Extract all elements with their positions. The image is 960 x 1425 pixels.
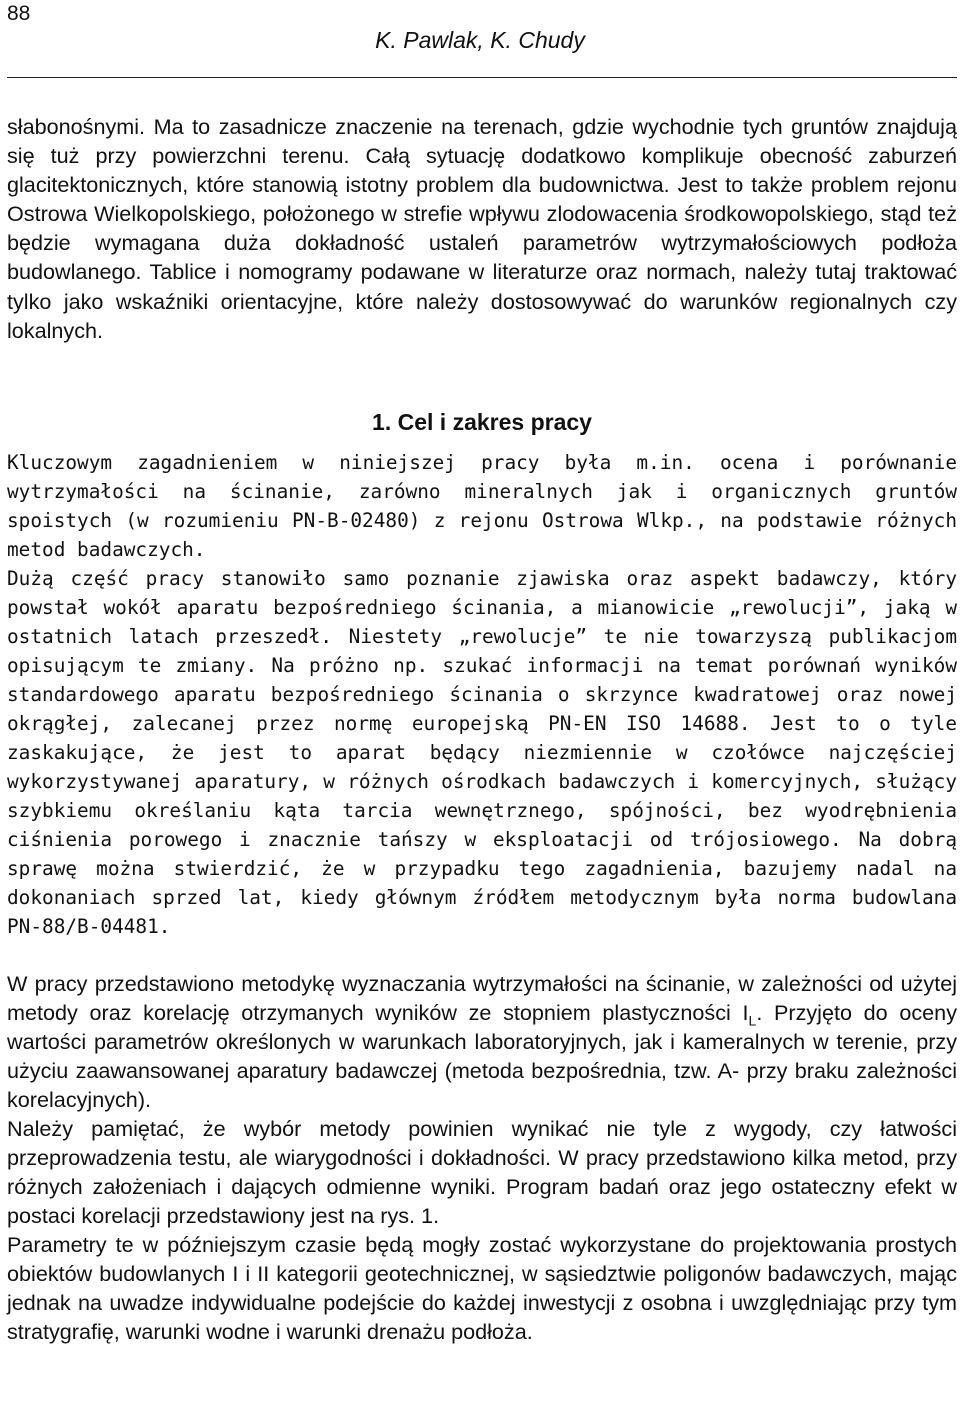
intro-paragraph: słabonośnymi. Ma to zasadnicze znaczenie na terenach, gdzie wychodnie tych gruntów znajdują się tuż przy powierzchni terenu. Całą sytuację dodatkowo komplikuje obecność zaburzeń glacitektonicznych, które stanowią istotny problem dla budownictwa. Jest to także problem rejonu Ostrowa Wielkopolskiego, położonego w strefie wpływu zlodowacenia środkowopolskiego, stąd też będzie wymagana duża dokładność ustaleń parametrów wytrzymałościowych podłoża budowlanego. Tablice i nomogramy podawane w literaturze oraz normach, należy tutaj traktować tylko jako wskaźniki orientacyjne, które należy dostosowywać do warunków regionalnych czy lokalnych. xyxy=(7,114,957,343)
paragraph-aim: Kluczowym zagadnieniem w niniejszej pracy była m.in. ocena i porównanie wytrzymałości na ścinanie, zarówno mineralnych jak i organicznych gruntów spoistych (w rozumieniu PN-B-02480) z rejonu Ostrowa Wlkp., na podstawie różnych metod badawczych. xyxy=(7,450,957,561)
page-body xyxy=(7,112,957,1346)
methodology-text: W pracy przedstawiono metodykę wyznaczania wytrzymałości na ścinanie, w zależności od użytej metody oraz korelację otrzymanych wyników ze stopniem plastyczności I xyxy=(7,970,957,1025)
subscript-l: L xyxy=(748,1012,757,1029)
paragraph-research: Dużą część pracy stanowiło samo poznanie zjawiska oraz aspekt badawczy, który powstał wokół aparatu bezpośredniego ścinania, a mianowicie „rewolucji”, jaką w ostatnich latach przeszedł. Niestety „rewolucje” te nie towarzyszą publikacjom opisującym te zmiany. Na próżno np. szukać informacji na temat porównań wyników standardowego aparatu bezpośredniego ścinania o skrzynce kwadratowej oraz nowej okrągłej, zalecanej przez normę europejską PN-EN ISO 14688. Jest to o tyle zaskakujące, że jest to aparat będący niezmiennie w czołówce najczęściej wykorzystywanej aparatury, w różnych ośrodkach badawczych i komercyjnych, służący szybkiemu określaniu kąta tarcia wewnętrznego, spójności, bez wyodrębnienia ciśnienia porowego i znacznie tańszy w eksploatacji od trójosiowego. Na dobrą sprawę można stwierdzić, że w przypadku tego zagadnienia, bazujemy nadal na dokonaniach sprzed lat, kiedy głównym źródłem metodycznym była norma budowlana PN-88/B-04481. xyxy=(7,566,957,938)
header-rule xyxy=(7,77,957,78)
paragraph-methodology xyxy=(7,969,957,1114)
paragraph-application: Parametry te w późniejszym czasie będą mogły zostać wykorzystane do projektowania prostych obiektów budowlanych I i II kategorii geotechnicznej, w sąsiedztwie poligonów badawczych, mając jednak na uwadze indywidualne podejście do każdej inwestycji z osobna i uwzględniając przy tym stratygrafię, warunki wodne i warunki drenażu podłoża. xyxy=(7,1231,957,1344)
page-number: 88 xyxy=(7,2,31,25)
running-head: K. Pawlak, K. Chudy xyxy=(375,27,585,53)
methodology-text-continued: . Przyjęto do oceny wartości parametrów określonych w warunkach laboratoryjnych, jak i kameralnych w terenie, przy użyciu zaawansowanej aparatury badawczej (metoda bezpośrednia, tzw. A- przy braku zależności korelacyjnych). xyxy=(7,999,957,1112)
section-title: 1. Cel i zakres pracy xyxy=(372,408,592,435)
paragraph-method-choice: Należy pamiętać, że wybór metody powinien wynikać nie tyle z wygody, czy łatwości przeprowadzenia testu, ale wiarygodności i dokładności. W pracy przedstawiono kilka metod, przy różnych założeniach i dających odmienne wyniki. Program badań oraz jego ostateczny efekt w postaci korelacji przedstawiony jest na rys. 1. xyxy=(7,1115,957,1228)
paragraph-gap xyxy=(7,941,957,969)
